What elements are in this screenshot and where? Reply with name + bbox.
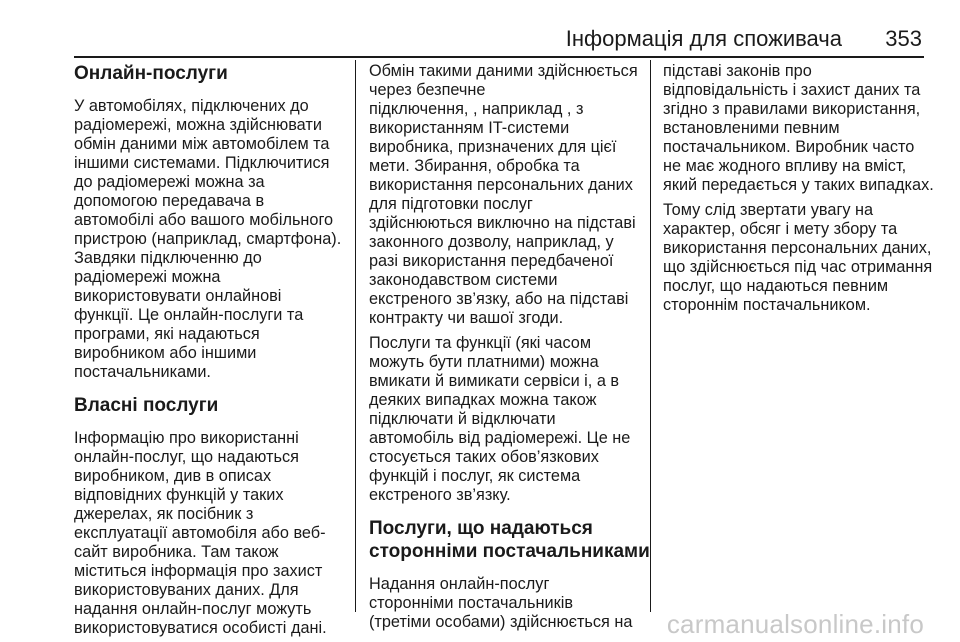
text-line: допомогою передавача в: [74, 192, 265, 210]
text-line: вмикати й вимикати сервіси і, а в: [369, 372, 620, 390]
text-line: використання персональних даних,: [663, 239, 932, 257]
text-line: використовуваних даних. Для: [74, 581, 299, 599]
text-line: надання онлайн-послуг можуть: [74, 600, 312, 618]
text-line: контракту чи вашої згоди.: [369, 309, 564, 327]
text-line: екстреного зв’язку, або на підставі: [369, 290, 629, 308]
text-line: підставі законів про: [663, 62, 812, 80]
text-column-3: [663, 62, 934, 315]
text-line: експлуатації автомобіля або веб-: [74, 524, 326, 542]
text-line: постачальником. Виробник часто: [663, 138, 915, 156]
text-line: Обмін такими даними здійснюється: [369, 62, 638, 80]
text-line: міститься інформація про захист: [74, 562, 323, 580]
text-line: послуг, що надаються певним: [663, 277, 889, 295]
text-line: згідно з правилами використання,: [663, 100, 921, 118]
heading-line: Онлайн-послуги: [74, 63, 228, 84]
text-line: підключення, , наприклад , з: [369, 100, 584, 118]
text-line: сайт виробника. Там також: [74, 543, 279, 561]
section-heading: [74, 394, 346, 417]
paragraph: [663, 201, 931, 315]
text-line: який передається у таких випадках.: [663, 176, 934, 194]
text-line: використання персональних даних: [369, 176, 633, 194]
heading-line: Послуги, що надаються: [369, 518, 593, 539]
text-line: радіомережі можна: [74, 268, 221, 286]
text-line: Інформацію про використанні: [74, 429, 299, 447]
text-line: іншими системами. Підключитися: [74, 154, 330, 172]
text-line: законного дозволу, наприклад, у: [369, 233, 614, 251]
text-column-1: [74, 62, 346, 638]
text-line: разі використання передбаченої: [369, 252, 614, 270]
text-line: виробником, див в описах: [74, 467, 272, 485]
text-line: до радіомережі можна за: [74, 173, 265, 191]
text-line: автомобіль від радіомережі. Це не: [369, 429, 631, 447]
paragraph: [369, 62, 637, 328]
text-column-2: [369, 62, 650, 632]
text-line: сторонніми постачальників: [369, 594, 573, 612]
text-line: можуть бути платними) можна: [369, 353, 599, 371]
text-line: не має жодного впливу на вміст,: [663, 157, 907, 175]
text-line: встановленими певним: [663, 119, 840, 137]
text-line: відповідальність і захист даних та: [663, 81, 921, 99]
page-number: 353: [885, 26, 922, 51]
text-line: відповідних функцій у таких: [74, 486, 284, 504]
text-line: використанням IT-системи: [369, 119, 570, 137]
text-line: стосується таких обов’язкових: [369, 448, 599, 466]
block-spacer: [74, 382, 346, 394]
text-line: програми, які надаються: [74, 325, 260, 343]
watermark: carmanualsonline.info: [666, 609, 924, 639]
text-line: У автомобілях, підключених до: [74, 97, 309, 115]
text-line: автомобілі або вашого мобільного: [74, 211, 334, 229]
text-line: через безпечне: [369, 81, 486, 99]
text-line: Завдяки підключенню до: [74, 249, 262, 267]
text-line: онлайн-послуг, що надаються: [74, 448, 299, 466]
text-line: здійснюються виключно на підставі: [369, 214, 636, 232]
paragraph: [369, 575, 637, 632]
text-line: функцій і послуг, як система: [369, 467, 581, 485]
text-line: використовуватися особисті дані.: [74, 619, 327, 637]
heading-line: Власні послуги: [74, 395, 219, 416]
text-line: пристрою (наприклад, смартфона).: [74, 230, 342, 248]
text-line: функції. Це онлайн-послуги та: [74, 306, 304, 324]
text-line: джерелах, як посібник з: [74, 505, 254, 523]
text-line: деяких випадках можна також: [369, 391, 597, 409]
text-line: характер, обсяг і мету збору та: [663, 220, 898, 238]
text-line: підключати й відключати: [369, 410, 556, 428]
text-line: постачальниками.: [74, 363, 211, 381]
section-heading: [369, 517, 650, 563]
text-line: екстреного зв’язку.: [369, 486, 511, 504]
paragraph: [369, 334, 637, 505]
block-spacer: [369, 505, 637, 517]
text-line: радіомережі, можна здійснювати: [74, 116, 322, 134]
paragraph: [74, 429, 346, 638]
text-line: Надання онлайн-послуг: [369, 575, 550, 593]
text-line: законодавством системи: [369, 271, 558, 289]
paragraph: [74, 97, 346, 382]
column-divider: [355, 60, 356, 612]
text-line: обмін даними між автомобілем та: [74, 135, 330, 153]
column-divider: [650, 60, 651, 612]
header-rule: [74, 56, 924, 58]
page-header-title: Інформація для споживача: [565, 26, 842, 51]
text-line: стороннім постачальником.: [663, 296, 871, 314]
text-line: Тому слід звертати увагу на: [663, 201, 874, 219]
text-line: (третіми особами) здійснюється на: [369, 613, 633, 631]
paragraph: [663, 62, 934, 195]
text-line: Послуги та функції (які часом: [369, 334, 592, 352]
heading-line: сторонніми постачальниками: [369, 541, 650, 562]
text-line: використовувати онлайнові: [74, 287, 282, 305]
text-line: для підготовки послуг: [369, 195, 533, 213]
text-line: виробником або іншими: [74, 344, 257, 362]
text-line: мети. Збирання, обробка та: [369, 157, 580, 175]
text-line: що здійснюється під час отримання: [663, 258, 933, 276]
section-heading: [74, 62, 346, 85]
text-line: виробника, призначених для цієї: [369, 138, 617, 156]
